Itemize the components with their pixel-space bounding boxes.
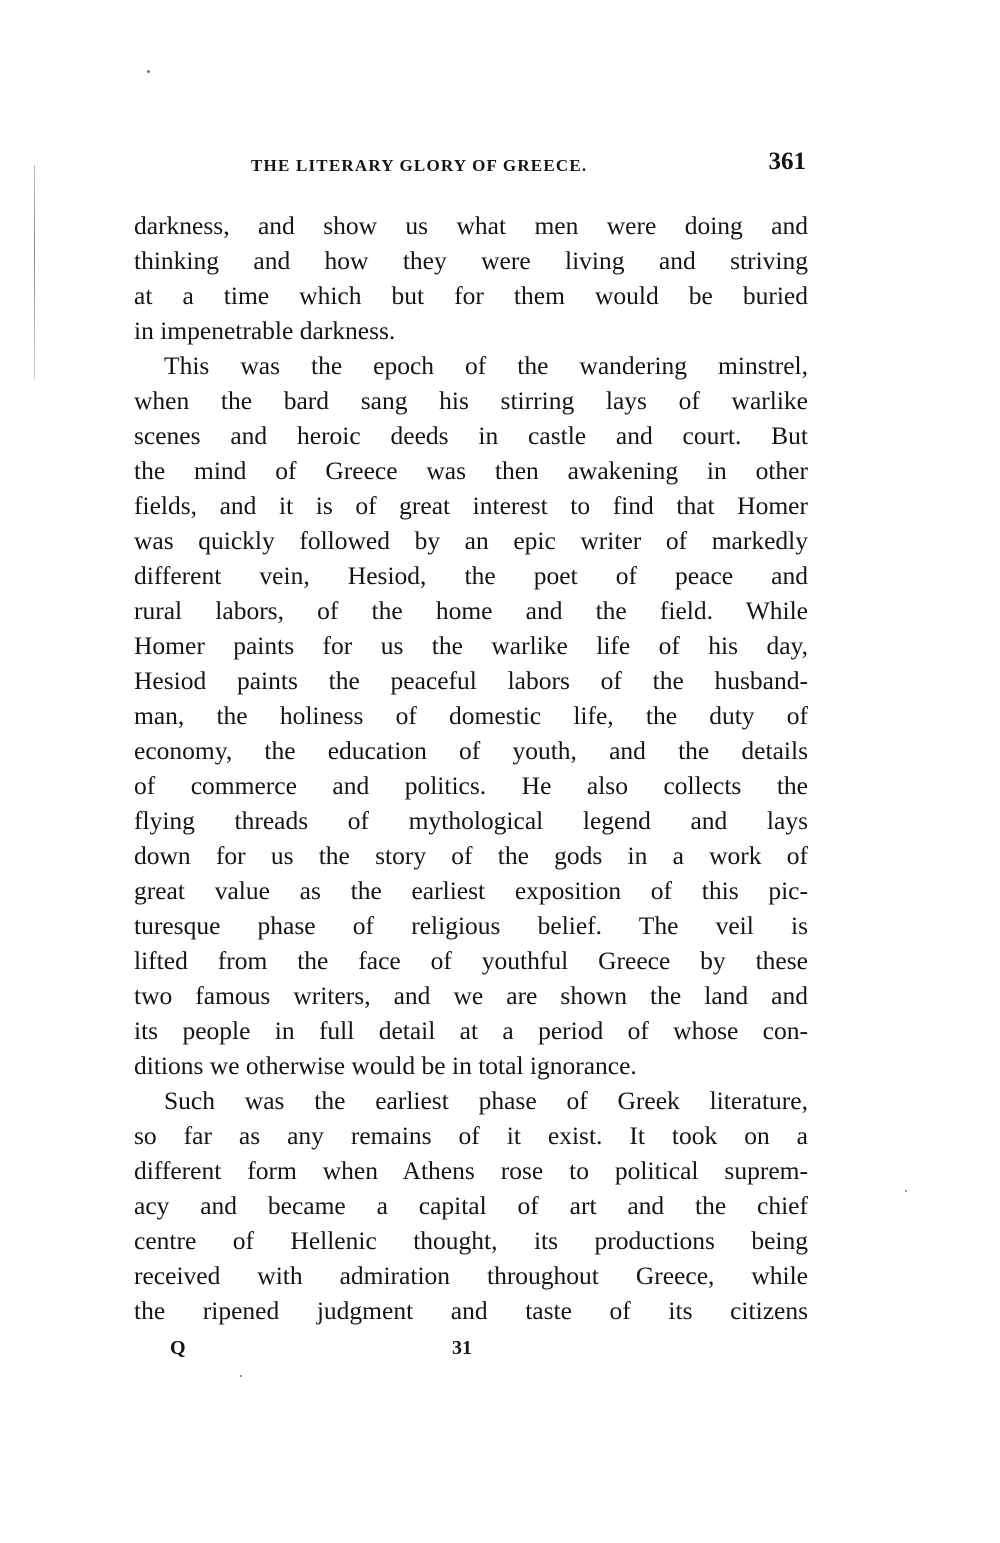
body-text	[134, 208, 808, 1328]
text-line: acy and became a capital of art and the chief	[134, 1191, 808, 1220]
page-footer	[134, 1337, 808, 1367]
text-line: Homer paints for us the warlike life of his day,	[134, 631, 808, 660]
signature-number: 31	[452, 1337, 472, 1359]
text-line: Such was the earliest phase of Greek literature,	[164, 1086, 808, 1115]
ink-speck	[147, 70, 150, 73]
text-line: lifted from the face of youthful Greece by these	[134, 946, 808, 975]
text-line: down for us the story of the gods in a work of	[134, 841, 808, 870]
text-line: great value as the earliest exposition of this pic-	[134, 876, 808, 905]
ink-speck	[905, 1190, 907, 1192]
text-line: fields, and it is of great interest to find that Homer	[134, 491, 808, 520]
text-line: darkness, and show us what men were doing and	[134, 211, 808, 240]
text-line: centre of Hellenic thought, its productions being	[134, 1226, 808, 1255]
text-line: economy, the education of youth, and the details	[134, 736, 808, 765]
page-number: 361	[768, 148, 806, 175]
running-head	[136, 148, 808, 188]
text-line: two famous writers, and we are shown the land and	[134, 981, 808, 1010]
text-line: was quickly followed by an epic writer of markedly	[134, 526, 808, 555]
text-line: at a time which but for them would be buried	[134, 281, 808, 310]
text-line: different vein, Hesiod, the poet of peace and	[134, 561, 808, 590]
text-line: turesque phase of religious belief. The veil is	[134, 911, 808, 940]
text-line: ditions we otherwise would be in total ignorance.	[134, 1051, 637, 1080]
text-line: Hesiod paints the peaceful labors of the husband-	[134, 666, 808, 695]
text-line: so far as any remains of it exist. It took on a	[134, 1121, 808, 1150]
text-line: rural labors, of the home and the field. While	[134, 596, 808, 625]
paragraph	[134, 208, 808, 348]
text-line: thinking and how they were living and striving	[134, 246, 808, 275]
text-line: in impenetrable darkness.	[134, 316, 396, 345]
text-line: flying threads of mythological legend and lays	[134, 806, 808, 835]
paragraph	[134, 348, 808, 1083]
text-line: of commerce and politics. He also collects the	[134, 771, 808, 800]
signature-mark: Q	[170, 1337, 186, 1359]
text-line: different form when Athens rose to political suprem-	[134, 1156, 808, 1185]
binding-edge-mark	[34, 165, 35, 380]
text-line: scenes and heroic deeds in castle and court. But	[134, 421, 808, 450]
text-line: man, the holiness of domestic life, the duty of	[134, 701, 808, 730]
text-line: the mind of Greece was then awakening in other	[134, 456, 808, 485]
text-line: received with admiration throughout Greece, while	[134, 1261, 808, 1290]
text-line: This was the epoch of the wandering minstrel,	[164, 351, 808, 380]
running-title: THE LITERARY GLORY OF GREECE.	[251, 156, 588, 175]
text-line: the ripened judgment and taste of its citizens	[134, 1296, 808, 1325]
text-line: when the bard sang his stirring lays of warlike	[134, 386, 808, 415]
text-line: its people in full detail at a period of whose con-	[134, 1016, 808, 1045]
ink-speck	[240, 1375, 242, 1377]
paragraph	[134, 1083, 808, 1328]
